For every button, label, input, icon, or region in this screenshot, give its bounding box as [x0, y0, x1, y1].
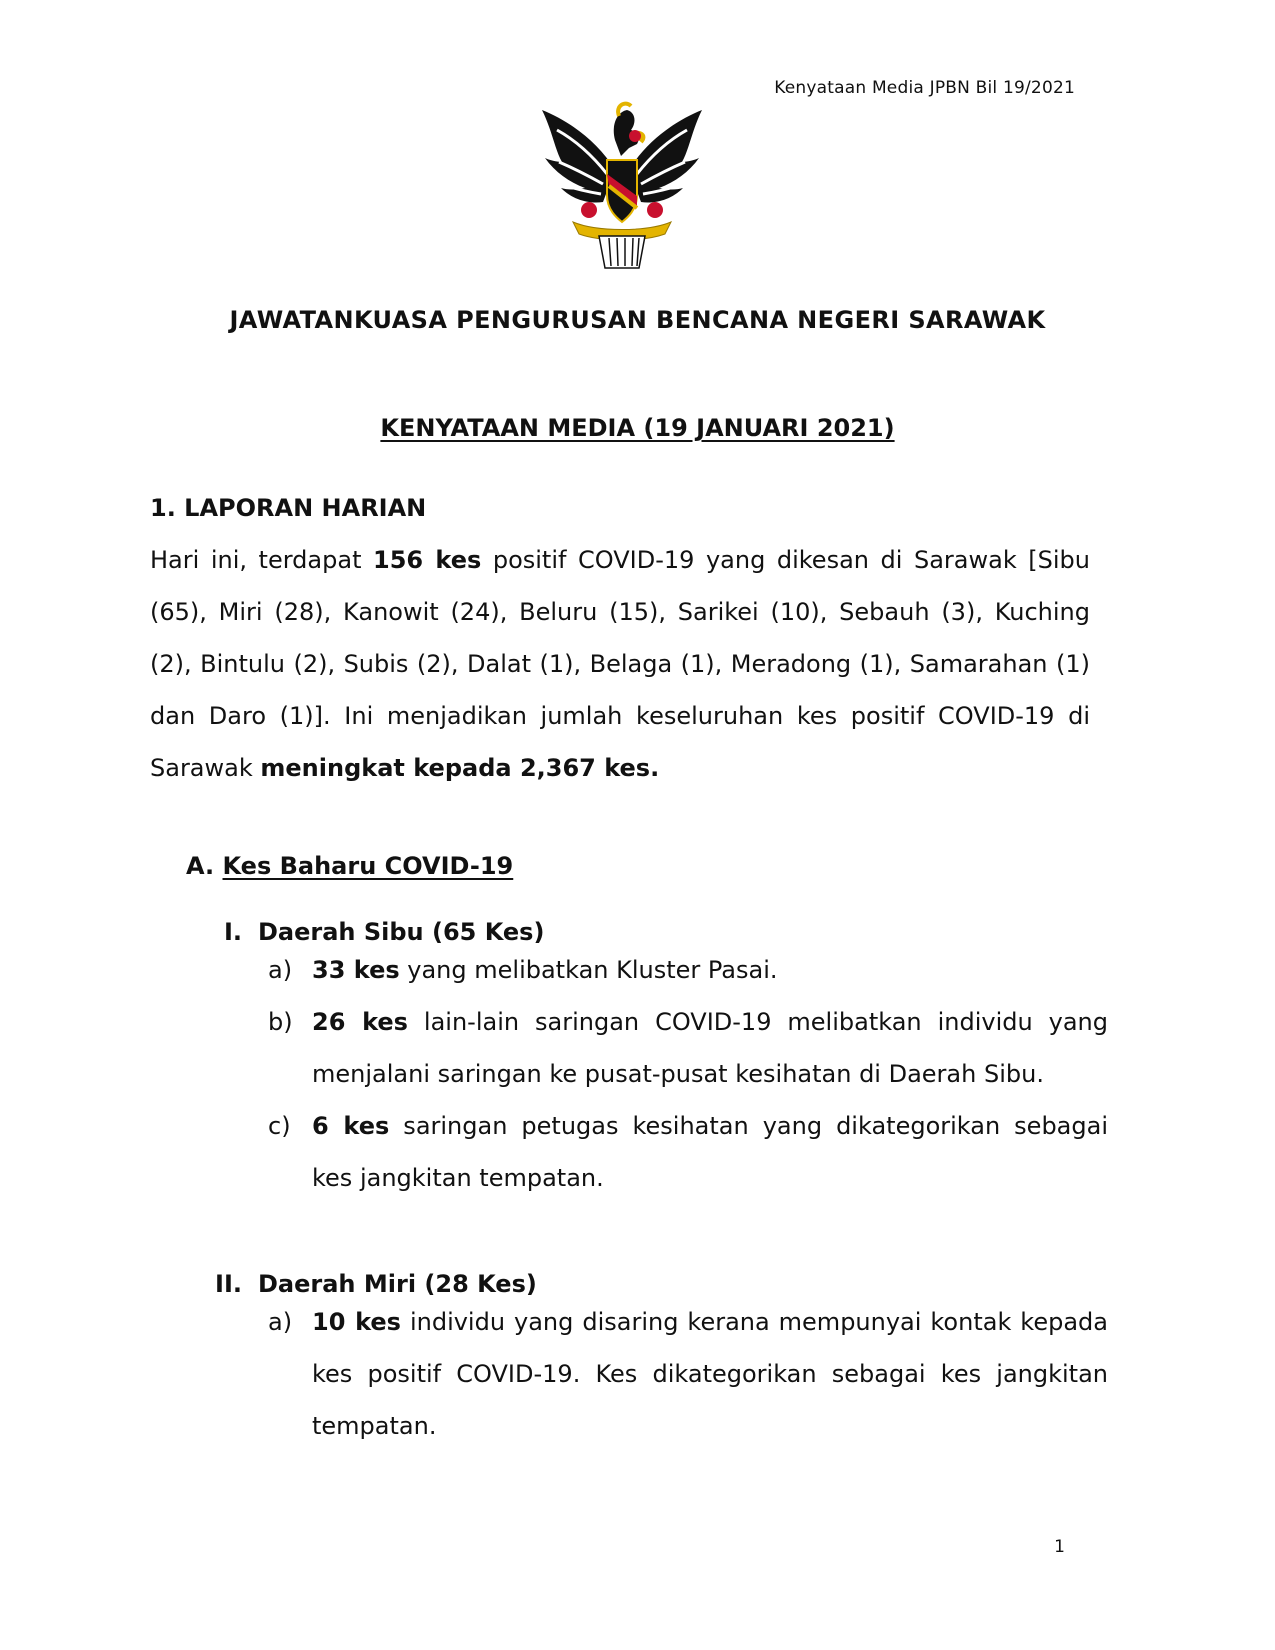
- item-text: saringan petugas kesihatan yang dikategorikan sebagai kes jangkitan tempatan.: [312, 1112, 1108, 1192]
- statement-title-text: KENYATAAN MEDIA (19 JANUARI 2021): [380, 414, 895, 442]
- subsection-title: Kes Baharu COVID-19: [222, 852, 514, 880]
- subsection-heading-new-cases: [186, 852, 513, 880]
- paragraph-bold-cumulative: meningkat kepada 2,367 kes.: [260, 754, 660, 782]
- list-item: [268, 996, 1108, 1100]
- daily-report-paragraph: [150, 534, 1090, 794]
- organization-title: JAWATANKUASA PENGURUSAN BENCANA NEGERI SARAWAK: [229, 306, 1046, 334]
- item-text: lain-lain saringan COVID-19 melibatkan individu yang menjalani saringan ke pusat-pusat kesihatan di Daerah Sibu.: [312, 1008, 1108, 1088]
- item-text: yang melibatkan Kluster Pasai.: [399, 956, 778, 984]
- district-number: I.: [223, 918, 242, 946]
- item-label: a): [268, 956, 293, 984]
- item-label: c): [268, 1112, 291, 1140]
- item-label: b): [268, 1008, 293, 1036]
- section-heading-daily-report: 1. LAPORAN HARIAN: [150, 494, 427, 522]
- item-bold: 33 kes: [312, 956, 400, 984]
- district-title: Daerah Sibu (65 Kes): [258, 918, 545, 946]
- statement-title: [0, 414, 1275, 442]
- reference-number: Kenyataan Media JPBN Bil 19/2021: [774, 78, 1075, 98]
- paragraph-text: Hari ini, terdapat: [150, 546, 374, 574]
- item-bold: 10 kes: [312, 1308, 401, 1336]
- list-item: [268, 944, 1108, 996]
- item-text: individu yang disaring kerana mempunyai kontak kepada kes positif COVID-19. Kes dikategorikan sebagai kes jangkitan tempatan.: [312, 1308, 1109, 1440]
- item-bold: 26 kes: [312, 1008, 408, 1036]
- district-number: II.: [215, 1270, 242, 1298]
- subsection-letter: A.: [186, 852, 215, 880]
- district-title: Daerah Miri (28 Kes): [258, 1270, 537, 1298]
- district-heading-sibu: [200, 918, 544, 946]
- district-heading-miri: [200, 1270, 537, 1298]
- item-bold: 6 kes: [312, 1112, 390, 1140]
- list-item: [268, 1100, 1108, 1204]
- item-label: a): [268, 1308, 293, 1336]
- list-item: [268, 1296, 1108, 1452]
- paragraph-bold-total-new: 156 kes: [373, 546, 482, 574]
- page-number: 1: [1054, 1537, 1065, 1557]
- sarawak-crest-icon: [537, 100, 707, 270]
- paragraph-text: positif COVID-19 yang dikesan di Sarawak [Sibu (65), Miri (28), Kanowit (24), Beluru (15), Sarikei (10), Sebauh (3), Kuching (2), Bintulu (2), Subis (2), Dalat (1), Belaga (1), Meradong (1), Samarahan (1) dan Daro (1)]. Ini menjadikan jumlah keseluruhan kes positif COVID-19 di Sarawak: [150, 546, 1091, 782]
